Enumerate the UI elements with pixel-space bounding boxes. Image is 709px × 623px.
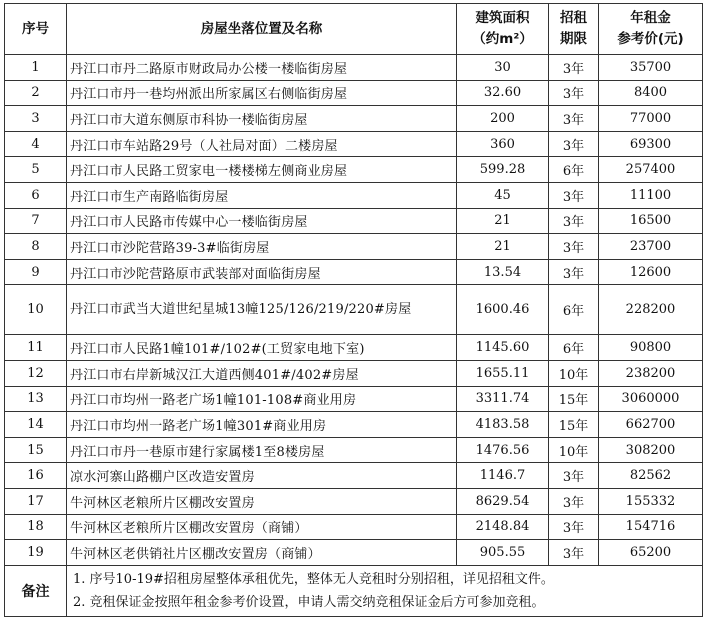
cell-rent: 228200 <box>599 285 703 335</box>
cell-address: 丹江口市人民路工贸家电一楼楼梯左侧商业房屋 <box>67 157 457 183</box>
cell-area: 1145.60 <box>457 335 549 361</box>
cell-rent: 12600 <box>599 259 703 285</box>
cell-term: 15年 <box>549 386 599 412</box>
cell-address: 丹江口市丹一巷均州派出所家属区右侧临街房屋 <box>67 80 457 106</box>
cell-address: 丹江口市生产南路临街房屋 <box>67 182 457 208</box>
cell-term: 3年 <box>549 514 599 540</box>
table-row <box>5 157 703 183</box>
cell-term: 6年 <box>549 285 599 335</box>
cell-area: 32.60 <box>457 80 549 106</box>
cell-area: 13.54 <box>457 259 549 285</box>
table-row <box>5 106 703 132</box>
cell-no: 9 <box>5 259 67 285</box>
notes-label: 备注 <box>5 565 67 616</box>
cell-rent: 3060000 <box>599 386 703 412</box>
cell-area: 21 <box>457 234 549 260</box>
cell-area: 599.28 <box>457 157 549 183</box>
table-row <box>5 208 703 234</box>
cell-area: 21 <box>457 208 549 234</box>
cell-address: 丹江口市丹一巷原市建行家属楼1至8楼房屋 <box>67 437 457 463</box>
table-row <box>5 55 703 81</box>
cell-rent: 69300 <box>599 131 703 157</box>
cell-rent: 238200 <box>599 360 703 386</box>
cell-address: 丹江口市武当大道世纪星城13幢125/126/219/220#房屋 <box>67 285 457 335</box>
table-row <box>5 386 703 412</box>
cell-term: 6年 <box>549 335 599 361</box>
table-row <box>5 514 703 540</box>
cell-rent: 35700 <box>599 55 703 81</box>
cell-rent: 154716 <box>599 514 703 540</box>
cell-area: 360 <box>457 131 549 157</box>
cell-rent: 77000 <box>599 106 703 132</box>
table-row <box>5 259 703 285</box>
cell-address: 丹江口市均州一路老广场1幢301#商业用房 <box>67 412 457 438</box>
cell-area: 1655.11 <box>457 360 549 386</box>
table-row <box>5 131 703 157</box>
cell-area: 3311.74 <box>457 386 549 412</box>
cell-rent: 308200 <box>599 437 703 463</box>
cell-no: 8 <box>5 234 67 260</box>
header-rent <box>599 4 703 55</box>
cell-rent: 8400 <box>599 80 703 106</box>
cell-no: 15 <box>5 437 67 463</box>
cell-rent: 11100 <box>599 182 703 208</box>
cell-address: 凉水河寨山路棚户区改造安置房 <box>67 463 457 489</box>
cell-no: 3 <box>5 106 67 132</box>
note-item-1: 1. 序号10-19#招租房屋整体承租优先，整体无人竞租时分别招租，详见招租文件。 <box>73 571 554 587</box>
cell-no: 18 <box>5 514 67 540</box>
cell-term: 3年 <box>549 208 599 234</box>
cell-rent: 23700 <box>599 234 703 260</box>
cell-rent: 82562 <box>599 463 703 489</box>
cell-term: 15年 <box>549 412 599 438</box>
cell-no: 17 <box>5 488 67 514</box>
cell-area: 1146.7 <box>457 463 549 489</box>
cell-area: 905.55 <box>457 540 549 566</box>
cell-no: 14 <box>5 412 67 438</box>
cell-term: 3年 <box>549 234 599 260</box>
cell-no: 16 <box>5 463 67 489</box>
cell-rent: 155332 <box>599 488 703 514</box>
table-row <box>5 437 703 463</box>
cell-rent: 90800 <box>599 335 703 361</box>
cell-no: 6 <box>5 182 67 208</box>
header-term-line2: 期限 <box>560 31 587 47</box>
cell-area: 30 <box>457 55 549 81</box>
table-row <box>5 285 703 335</box>
cell-no: 7 <box>5 208 67 234</box>
cell-no: 11 <box>5 335 67 361</box>
header-area <box>457 4 549 55</box>
cell-address: 丹江口市沙陀营路39-3#临街房屋 <box>67 234 457 260</box>
cell-term: 3年 <box>549 488 599 514</box>
header-area-line2: （约m²） <box>472 31 533 47</box>
cell-term: 10年 <box>549 360 599 386</box>
table-row <box>5 182 703 208</box>
header-area-line1: 建筑面积 <box>475 10 530 26</box>
cell-term: 3年 <box>549 106 599 132</box>
table-row <box>5 335 703 361</box>
cell-area: 1476.56 <box>457 437 549 463</box>
header-address: 房屋坐落位置及名称 <box>67 4 457 55</box>
table-row <box>5 488 703 514</box>
table-row <box>5 463 703 489</box>
cell-no: 5 <box>5 157 67 183</box>
note-item-2: 2. 竞租保证金按照年租金参考价设置，申请人需交纳竞租保证金后方可参加竞租。 <box>73 594 545 610</box>
cell-address: 丹江口市人民路1幢101#/102#(工贸家电地下室) <box>67 335 457 361</box>
cell-no: 2 <box>5 80 67 106</box>
cell-term: 3年 <box>549 80 599 106</box>
cell-area: 45 <box>457 182 549 208</box>
cell-address: 丹江口市人民路市传媒中心一楼临街房屋 <box>67 208 457 234</box>
cell-term: 3年 <box>549 463 599 489</box>
cell-no: 13 <box>5 386 67 412</box>
cell-no: 10 <box>5 285 67 335</box>
rental-property-table <box>4 3 703 617</box>
notes-row <box>5 565 703 616</box>
cell-no: 12 <box>5 360 67 386</box>
cell-address: 牛河林区老粮所片区棚改安置房 <box>67 488 457 514</box>
cell-term: 10年 <box>549 437 599 463</box>
cell-address: 丹江口市右岸新城汉江大道西侧401#/402#房屋 <box>67 360 457 386</box>
cell-rent: 257400 <box>599 157 703 183</box>
header-rent-line1: 年租金 <box>630 10 671 26</box>
cell-address: 丹江口市均州一路老广场1幢101-108#商业用房 <box>67 386 457 412</box>
cell-term: 3年 <box>549 259 599 285</box>
cell-area: 1600.46 <box>457 285 549 335</box>
cell-address: 丹江口市丹二路原市财政局办公楼一楼临街房屋 <box>67 55 457 81</box>
cell-address: 丹江口市沙陀营路原市武装部对面临街房屋 <box>67 259 457 285</box>
cell-address: 牛河林区老供销社片区棚改安置房（商铺） <box>67 540 457 566</box>
header-no: 序号 <box>5 4 67 55</box>
cell-rent: 16500 <box>599 208 703 234</box>
cell-address: 丹江口市车站路29号（人社局对面）二楼房屋 <box>67 131 457 157</box>
table-row <box>5 360 703 386</box>
cell-area: 8629.54 <box>457 488 549 514</box>
header-term <box>549 4 599 55</box>
cell-no: 19 <box>5 540 67 566</box>
cell-term: 3年 <box>549 540 599 566</box>
notes-content <box>67 565 703 616</box>
header-rent-line2: 参考价(元) <box>617 31 684 47</box>
table-row <box>5 412 703 438</box>
table-header-row <box>5 4 703 55</box>
cell-rent: 65200 <box>599 540 703 566</box>
cell-address: 丹江口市大道东侧原市科协一楼临街房屋 <box>67 106 457 132</box>
cell-area: 200 <box>457 106 549 132</box>
cell-area: 4183.58 <box>457 412 549 438</box>
table-row <box>5 540 703 566</box>
cell-term: 3年 <box>549 131 599 157</box>
table-row <box>5 234 703 260</box>
cell-term: 3年 <box>549 182 599 208</box>
cell-term: 6年 <box>549 157 599 183</box>
table-row <box>5 80 703 106</box>
cell-no: 4 <box>5 131 67 157</box>
cell-term: 3年 <box>549 55 599 81</box>
cell-address: 牛河林区老粮所片区棚改安置房（商铺） <box>67 514 457 540</box>
cell-rent: 662700 <box>599 412 703 438</box>
header-term-line1: 招租 <box>560 10 587 26</box>
cell-area: 2148.84 <box>457 514 549 540</box>
cell-no: 1 <box>5 55 67 81</box>
